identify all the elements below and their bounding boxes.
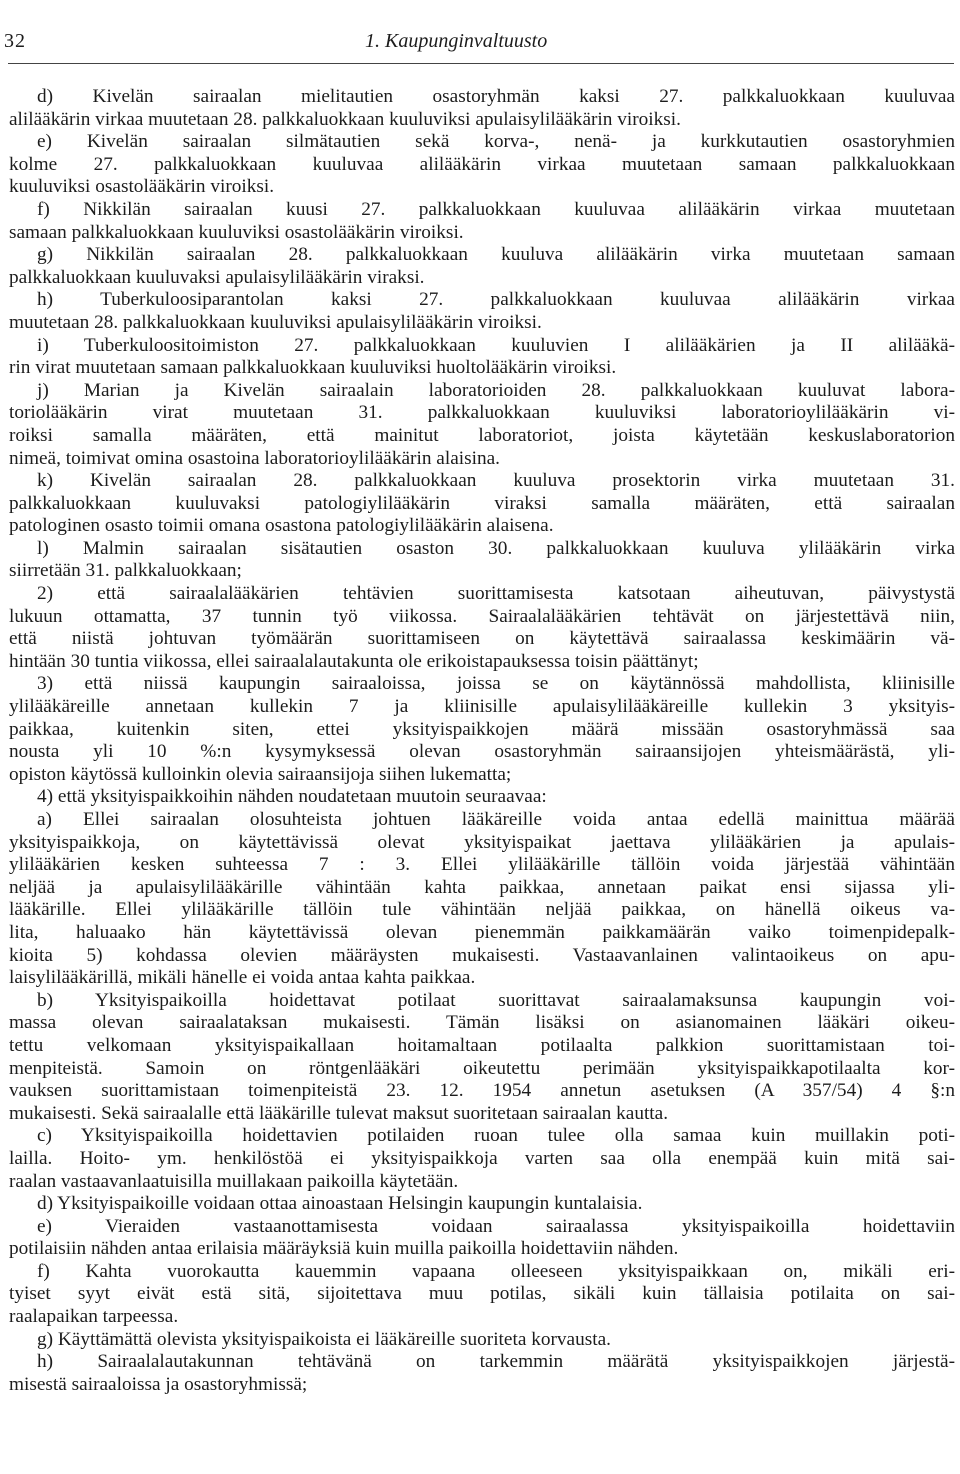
text-line: g) Nikkilän sairaalan 28. palkkaluokkaan kuuluva alilääkärin virka muutetaan samaan: [37, 244, 955, 266]
text-line: d) Yksityispaikoille voidaan ottaa ainoastaan Helsingin kaupungin kuntalaisia.: [37, 1193, 643, 1215]
text-line: f) Kahta vuorokautta kauemmin vapaana olleeseen yksityispaikkaan on, mikäli eri-: [37, 1260, 955, 1282]
text-line: ylilääkärien kesken suhteessa 7 : 3. Ellei ylilääkärille tällöin voida järjestää vähintään: [9, 854, 955, 876]
body-text: [9, 86, 955, 1396]
text-line: laisylilääkärillä, mikäli hänelle ei voida antaa kahta paikkaa.: [9, 967, 476, 989]
text-line: palkkaluokkaan kuuluvaksi patologiylilääkärin viraksi samalla määräten, että sairaalan: [9, 492, 955, 514]
text-line: 3) että niissä kaupungin sairaaloissa, joissa se on käytännössä mahdollista, kliinisille: [37, 673, 955, 695]
text-line: k) Kivelän sairaalan 28. palkkaluokkaan kuuluva prosektorin virka muutetaan 31.: [37, 470, 955, 492]
text-line: alilääkärin virkaa muutetaan 28. palkkaluokkaan kuuluviksi apulaisylilääkärin viroiksi.: [9, 108, 681, 130]
text-line: kioita 5) kohdassa olevien määräysten mukaisesti. Vastaavanlainen valintaoikeus on apu-: [9, 944, 955, 966]
text-line: menpiteistä. Samoin on röntgenlääkäri oikeutettu perimään yksityispaikkapotilaalta kor-: [9, 1057, 955, 1079]
text-line: e) Vieraiden vastaanottamisesta voidaan sairaalassa yksityispaikoilla hoidettaviin: [37, 1215, 955, 1237]
text-line: tettu velkomaan yksityispaikallaan hoitamaltaan potilaalta palkkion suorittamistaan toi-: [9, 1034, 955, 1056]
text-line: a) Ellei sairaalan olosuhteista johtuen lääkäreille voida antaa edellä mainittua määrää: [37, 809, 955, 830]
text-line: l) Malmin sairaalan sisätautien osaston 30. palkkaluokkaan kuuluva ylilääkärin virka: [37, 537, 955, 559]
text-line: i) Tuberkuloositoimiston 27. palkkaluokkaan kuuluvien I alilääkärien ja II alilääkä-: [37, 334, 955, 356]
text-line: e) Kivelän sairaalan silmätautien sekä korva-, nenä- ja kurkkutautien osastoryhmien: [37, 131, 955, 153]
text-line: b) Yksityispaikoilla hoidettavat potilaat suorittavat sairaalamaksunsa kaupungin voi-: [37, 989, 955, 1011]
text-line: d) Kivelän sairaalan mielitautien osastoryhmän kaksi 27. palkkaluokkaan kuuluvaa: [37, 86, 955, 107]
text-line: siirretään 31. palkkaluokkaan;: [9, 560, 242, 582]
text-line: c) Yksityispaikoilla hoidettavien potilaiden ruoan tulee olla samaa kuin muillakin poti-: [37, 1125, 955, 1147]
text-line: raalapaikan tarpeessa.: [9, 1306, 179, 1328]
text-line: j) Marian ja Kivelän sairaalain laboratorioiden 28. palkkaluokkaan kuuluvat labora-: [37, 379, 955, 401]
text-line: kuuluviksi osastolääkärin viroiksi.: [9, 176, 275, 198]
text-line: toriolääkärin virat muutetaan 31. palkkaluokkaan kuuluviksi laboratorioylilääkärin vi-: [9, 402, 955, 424]
text-line: yksityispaikkoja, on käytettävissä olevat yksityispaikat jaettava ylilääkärien ja apulais-: [9, 831, 955, 853]
text-line: tyiset syyt eivät estä sitä, sijoitettava muu potilas, sikäli kuin tällaisia potilaita on sai-: [9, 1283, 955, 1305]
text-line: h) Tuberkuloosiparantolan kaksi 27. palkkaluokkaan kuuluvaa alilääkärin virkaa: [37, 289, 955, 311]
page-header: [0, 26, 960, 56]
text-line: rin virat muutetaan samaan palkkaluokkaan kuuluviksi huoltolääkärin viroiksi.: [9, 357, 617, 379]
text-line: g) Käyttämättä olevista yksityispaikoista ei lääkäreille suoriteta korvausta.: [37, 1328, 611, 1350]
text-line: lailla. Hoito- ym. henkilöstöä ei yksityispaikkoja varten saa olla enempää kuin mitä sai-: [9, 1147, 955, 1169]
text-line: 2) että sairaalalääkärien tehtävien suorittamisesta katsotaan aiheutuvan, päivystystä: [37, 583, 955, 605]
text-line: massa olevan sairaalataksan mukaisesti. Tämän lisäksi on asianomainen lääkäri oikeu-: [9, 1012, 955, 1034]
text-line: samaan palkkaluokkaan kuuluviksi osastolääkärin viroiksi.: [9, 221, 464, 243]
text-line: kolme 27. palkkaluokkaan kuuluvaa alilääkärin virkaa muutetaan samaan palkkaluokkaan: [9, 153, 955, 175]
text-line: lita, haluaako hän käytettävissä olevan pienemmän paikkamäärän vaiko toimenpidepalk-: [9, 921, 955, 943]
text-line: palkkaluokkaan kuuluvaksi apulaisylilääkärin viraksi.: [9, 266, 425, 288]
text-line: neljää ja apulaisylilääkärille vähintään kahta paikkaa, annetaan paikat ensi sijassa yli-: [9, 876, 955, 898]
text-line: h) Sairaalalautakunnan tehtävänä on tarkemmin määrätä yksityispaikkojen järjestä-: [37, 1351, 955, 1373]
text-line: lukuun ottamatta, 37 tunnin työ viikossa. Sairaalalääkärien tehtävät on järjestettävä niin,: [9, 605, 955, 627]
page-number: 32: [4, 30, 26, 52]
text-line: lääkärille. Ellei ylilääkärille tällöin tule vähintään neljää paikkaa, on hänellä oikeus va-: [9, 899, 955, 921]
text-line: nousta yli 10 %:n kysymyksessä olevan osastoryhmän sairaansijojen yhteismäärästä, yli-: [9, 741, 955, 763]
text-line: että niistä johtuvan työmäärän suorittamiseen on käytettävä sairaalassa keskimäärin vä-: [9, 628, 955, 650]
text-line: hintään 30 tuntia viikossa, ellei sairaalalautakunta ole erikoistapauksessa toisin päättänyt;: [9, 650, 699, 672]
text-line: patologinen osasto toimii omana osastona patologiylilääkärin alaisena.: [9, 515, 554, 537]
header-rule: [8, 63, 954, 64]
text-line: f) Nikkilän sairaalan kuusi 27. palkkaluokkaan kuuluvaa alilääkärin virkaa muutetaan: [37, 198, 955, 220]
text-line: nimeä, toimivat omina osastoina laboratorioylilääkärin alaisina.: [9, 447, 500, 469]
text-line: raalan vastaavanlaatuisilla muillakaan paikoilla käytetään.: [9, 1170, 459, 1192]
text-line: opiston käytössä kulloinkin olevia sairaansijoja siihen lukematta;: [9, 763, 512, 785]
text-line: vauksen suorittamistaan toimenpiteistä 23. 12. 1954 annetun asetuksen (A 357/54) 4 §:n: [9, 1080, 955, 1102]
text-line: mukaisesti. Sekä sairaalalle että lääkärille tulevat maksut suoritetaan sairaalan kautta.: [9, 1102, 669, 1124]
text-line: ylilääkäreille annetaan kullekin 7 ja kliinisille apulaisylilääkäreille kullekin 3 yksityis-: [9, 696, 955, 718]
running-head: 1. Kaupunginvaltuusto: [365, 30, 548, 52]
text-line: paikkaa, kuitenkin siten, ettei yksityispaikkojen määrä missään osastoryhmässä saa: [9, 718, 955, 740]
text-line: misestä sairaaloissa ja osastoryhmissä;: [9, 1373, 308, 1395]
text-line: muutetaan 28. palkkaluokkaan kuuluviksi apulaisylilääkärin viroiksi.: [9, 311, 542, 333]
text-line: roiksi samalla määräten, että mainitut laboratoriot, joista käytetään keskuslaboratorion: [9, 424, 955, 446]
text-line: potilaisiin nähden antaa erilaisia määräyksiä kuin muilla paikoilla hoidettaviin nähden.: [9, 1238, 679, 1260]
text-line: 4) että yksityispaikkoihin nähden noudatetaan muutoin seuraavaa:: [37, 786, 547, 808]
